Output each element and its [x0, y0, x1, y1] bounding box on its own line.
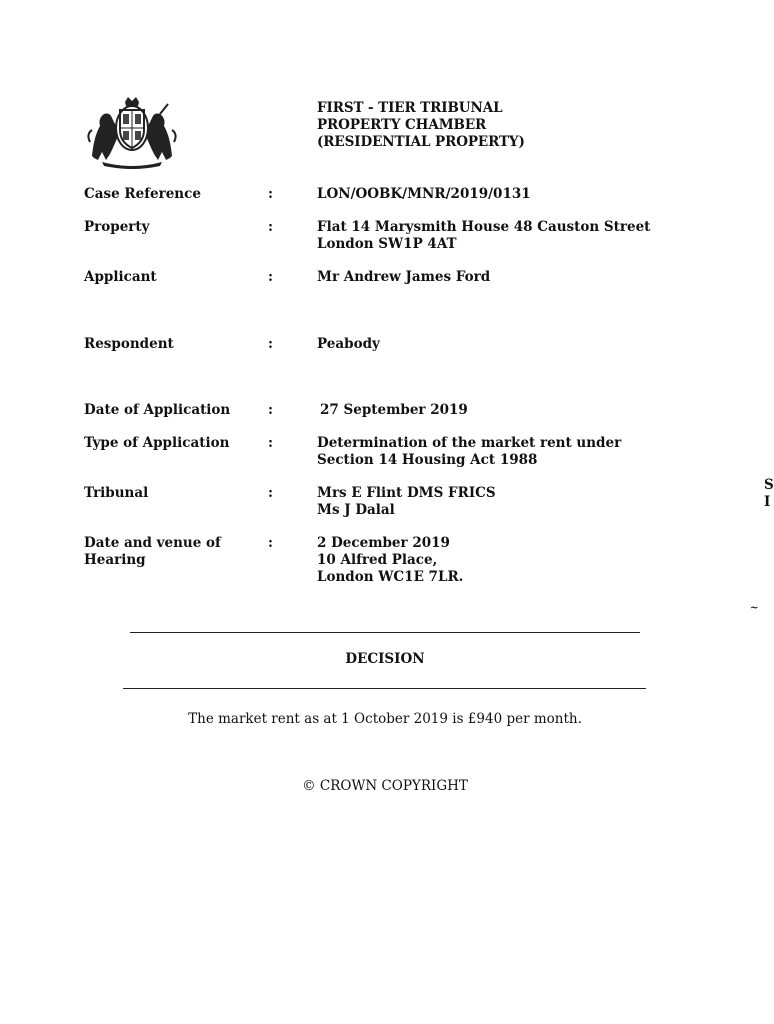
- decision-rule-bottom: [123, 688, 646, 689]
- edge-fragment-1: S: [764, 477, 774, 493]
- hearing-colon: :: [268, 535, 273, 551]
- hearing-label: Date and venue of Hearing: [84, 535, 221, 568]
- respondent-value: [317, 336, 737, 353]
- tribunal-label: Tribunal: [84, 485, 149, 501]
- hearing-venue-line-2: London WC1E 7LR.: [317, 569, 464, 585]
- respondent-colon: :: [268, 336, 273, 352]
- hearing-venue-line-1: 10 Alfred Place,: [317, 552, 438, 568]
- header-line-3: (RESIDENTIAL PROPERTY): [317, 134, 525, 150]
- decision-heading: DECISION: [345, 651, 425, 667]
- crown-copyright: © CROWN COPYRIGHT: [302, 778, 468, 794]
- hearing-value: [317, 535, 737, 586]
- property-colon: :: [268, 219, 273, 235]
- tribunal-member-1: Mrs E Flint DMS FRICS: [317, 485, 496, 501]
- tribunal-header: [317, 100, 525, 151]
- case-reference-text: LON/OOBK/MNR/2019/0131: [317, 186, 531, 202]
- decision-text: The market rent as at 1 October 2019 is £940 per month.: [188, 711, 582, 727]
- applicant-value: [317, 269, 737, 286]
- type-of-application-line-2: Section 14 Housing Act 1988: [317, 452, 538, 468]
- tribunal-colon: :: [268, 485, 273, 501]
- respondent-name: Peabody: [317, 336, 380, 352]
- case-reference-label: Case Reference: [84, 186, 201, 202]
- applicant-name: Mr Andrew James Ford: [317, 269, 491, 285]
- tribunal-member-2: Ms J Dalal: [317, 502, 395, 518]
- case-reference-colon: :: [268, 186, 273, 202]
- edge-fragment-3: ~: [750, 603, 759, 614]
- header-line-2: PROPERTY CHAMBER: [317, 117, 487, 133]
- applicant-label: Applicant: [84, 269, 157, 285]
- property-value: [317, 219, 737, 253]
- respondent-label: Respondent: [84, 336, 174, 352]
- tribunal-value: [317, 485, 737, 519]
- case-reference-value: [317, 186, 737, 203]
- decision-rule-top: [130, 632, 640, 633]
- edge-fragment-2: I: [764, 494, 771, 510]
- type-of-application-value: [317, 435, 737, 469]
- date-of-application-value: [320, 402, 740, 419]
- date-of-application-label: Date of Application: [84, 402, 231, 418]
- property-label: Property: [84, 219, 150, 235]
- royal-coat-of-arms-icon: [84, 96, 180, 168]
- date-of-application-text: 27 September 2019: [320, 402, 468, 418]
- type-of-application-line-1: Determination of the market rent under: [317, 435, 622, 451]
- type-of-application-label: Type of Application: [84, 435, 230, 451]
- property-address-line-1: Flat 14 Marysmith House 48 Causton Street: [317, 219, 651, 235]
- type-of-application-colon: :: [268, 435, 273, 451]
- date-of-application-colon: :: [268, 402, 273, 418]
- hearing-date: 2 December 2019: [317, 535, 450, 551]
- property-address-line-2: London SW1P 4AT: [317, 236, 457, 252]
- header-line-1: FIRST - TIER TRIBUNAL: [317, 100, 503, 116]
- applicant-colon: :: [268, 269, 273, 285]
